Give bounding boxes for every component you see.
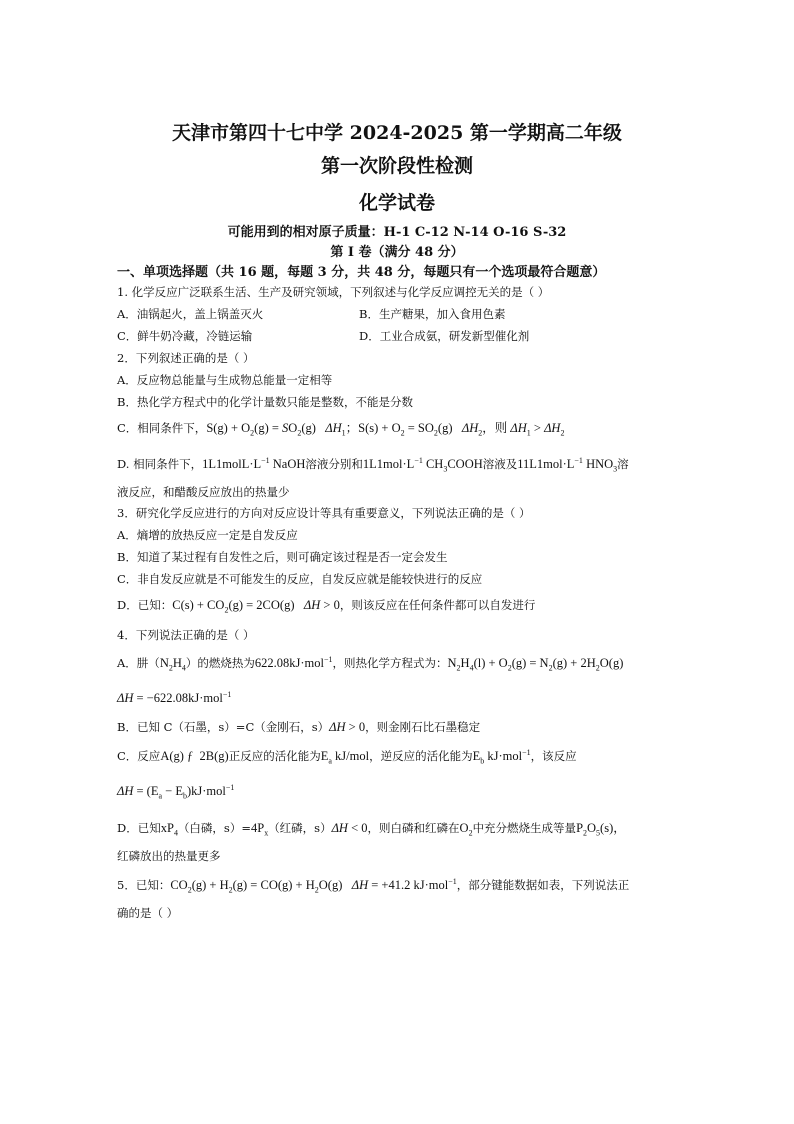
q4-option-c (117, 748, 577, 764)
q4-a-mid2: ，则热化学方程式为： (332, 656, 448, 670)
q2-d-tail: 溶 (617, 457, 629, 471)
q3-d-prefix: D．已知： (117, 598, 173, 612)
q4-c-text-3: ，逆反应的活化能为 (369, 749, 473, 763)
q5-stem (117, 877, 629, 893)
q1-stem: 1. 化学反应广泛联系生活、生产及研究领域，下列叙述与化学反应调控无关的是（ ） (117, 285, 550, 299)
q1-option-c: C．鲜牛奶冷藏，冷链运输 (117, 329, 253, 343)
q1-option-d: D．工业合成氨，研发新型催化剂 (359, 329, 530, 343)
q4-option-a-cont (117, 690, 231, 706)
q4-a-dh: ΔH = −622.08kJ·mol$^{-1}$ (117, 689, 232, 705)
q4-a-mid: ）的燃烧热为 (185, 656, 255, 670)
q4-option-a (117, 655, 623, 671)
q4-d-dh: ΔH < 0 (331, 821, 368, 835)
q4-c-eb: $E_b$ kJ·mol$^{-1}$ (472, 747, 531, 766)
q4-b-dh: ΔH > 0 (329, 720, 366, 734)
q4-c-ea: $E_a$ kJ/mol (320, 749, 370, 766)
q3-d-suffix: ，则该反应在任何条件都可以自发进行 (339, 598, 536, 612)
q2-stem: 2．下列叙述正确的是（ ） (117, 351, 255, 365)
q2-c-prefix: C．相同条件下， (117, 421, 207, 435)
q2-option-b: B．热化学方程式中的化学计量数只能是整数，不能是分数 (117, 395, 413, 409)
q4-option-d (117, 820, 626, 836)
q3-option-c: C．非自发反应就是不可能发生的反应，自发反应就是能较快进行的反应 (117, 572, 483, 586)
atomic-masses: 可能用到的相对原子质量：H-1 C-12 N-14 O-16 S-32 (227, 225, 567, 240)
q4-d-red-p: $4P_x$ (250, 821, 269, 838)
q5-stem-cont: 确的是（ ） (117, 906, 179, 920)
volume-title: 第 I 卷（满分 48 分） (330, 245, 464, 260)
q4-d-p2o5: $P_2O_5(s)$， (576, 821, 626, 838)
q4-d-o2: $O_2$ (459, 821, 473, 838)
q3-d-equation: $C(s) + CO_2(g) = 2CO(g) \Delta H > 0$ (172, 598, 340, 615)
q2-d-prefix: D. 相同条件下， (117, 457, 203, 471)
q1-option-a: A．油锅起火，盖上锅盖灭火 (117, 307, 264, 321)
q4-a-equation: $N_2H_4(l) + O_2(g) = N_2(g) + 2H_2O(g)$ (447, 656, 624, 673)
q4-c-text-4: ，该反应 (530, 749, 577, 763)
q4-d-text-3: （红磷，s） (268, 821, 332, 835)
q4-c-reaction: A(g) ƒ 2B(g) (160, 749, 229, 763)
q1-option-b: B．生产糖果，加入食用色素 (359, 307, 506, 321)
q2-d-text-1: 溶液分别和 (305, 457, 363, 471)
q4-option-c-cont (117, 783, 234, 799)
exam-title: 第一次阶段性检测 (320, 155, 473, 177)
q3-stem: 3．研究化学反应进行的方向对反应设计等具有重要意义，下列说法正确的是（ ） (117, 506, 531, 520)
q2-option-c (117, 420, 564, 436)
q2-option-a: A．反应物总能量与生成物总能量一定相等 (117, 373, 333, 387)
q4-stem: 4．下列说法正确的是（ ） (117, 628, 255, 642)
section-heading: 一、单项选择题（共 16 题，每题 3 分，共 48 分，每题只有一个选项最符合题意） (117, 265, 606, 280)
q4-c-dh: $\Delta H = (E_a - E_b)kJ\cdot mol^{-1}$ (117, 782, 235, 801)
q4-d-text-4: ，则白磷和红磷在 (367, 821, 460, 835)
q4-option-d-cont: 红磷放出的热量更多 (117, 849, 221, 863)
q4-b-text-1: B．已知 C（石墨，s）=C（金刚石，s） (117, 720, 330, 734)
q2-d-formula-3: $11L1mol\cdot L^{-1}$ $HNO_3$ (517, 455, 618, 474)
q3-option-a: A．熵增的放热反应一定是自发反应 (117, 528, 298, 542)
q4-a-prefix: A．肼（ (117, 656, 160, 670)
q4-d-white-p: $xP_4$ (160, 821, 178, 838)
q2-d-formula-2: $1L1mol\cdot L^{-1}$ $CH_3COOH$ (362, 455, 483, 474)
q2-d-formula-1: $1L1molL\cdot L^{-1}$ NaOH (202, 455, 306, 471)
q2-option-d (117, 456, 629, 472)
q5-prefix: 5．已知： (117, 878, 171, 892)
q4-d-text-2: （白磷，s）= (177, 821, 251, 835)
q4-a-formula: $N_2H_4$ (159, 656, 186, 673)
q4-c-text-1: C．反应 (117, 749, 161, 763)
q2-d-text-2: 溶液及 (482, 457, 518, 471)
subject-title: 化学试卷 (358, 192, 435, 214)
q2-option-d-cont: 液反应，和醋酸反应放出的热量少 (117, 485, 290, 499)
q3-option-d (117, 597, 535, 613)
q4-d-text-1: D．已知 (117, 821, 161, 835)
q4-b-text-2: ，则金刚石比石墨稳定 (365, 720, 481, 734)
q5-suffix: ，部分键能数据如表，下列说法正 (456, 878, 630, 892)
q4-c-text-2: 正反应的活化能为 (228, 749, 321, 763)
q3-option-b: B．知道了某过程有自发性之后，则可确定该过程是否一定会发生 (117, 550, 448, 564)
q5-equation: $CO_2(g) + H_2(g) = CO(g) + H_2O(g) \Delta H = +41.2$ kJ·mol$^{-1}$ (170, 876, 457, 895)
q2-c-equation: $S(g) + O_2(g) = SO_2(g)$ $\Delta H_1$；$S(s) + O_2 = SO_2(g)$ $\Delta H_2$，则 $\Delta H_1 > \Delta H_2$ (206, 421, 565, 438)
q4-d-text-5: 中充分燃烧生成等量 (472, 821, 577, 835)
q4-option-b (117, 719, 480, 735)
school-title: 天津市第四十七中学 2024-2025 第一学期高二年级 (172, 122, 622, 144)
q4-a-value: 622.08kJ·mol$^{-1}$ (254, 654, 333, 670)
